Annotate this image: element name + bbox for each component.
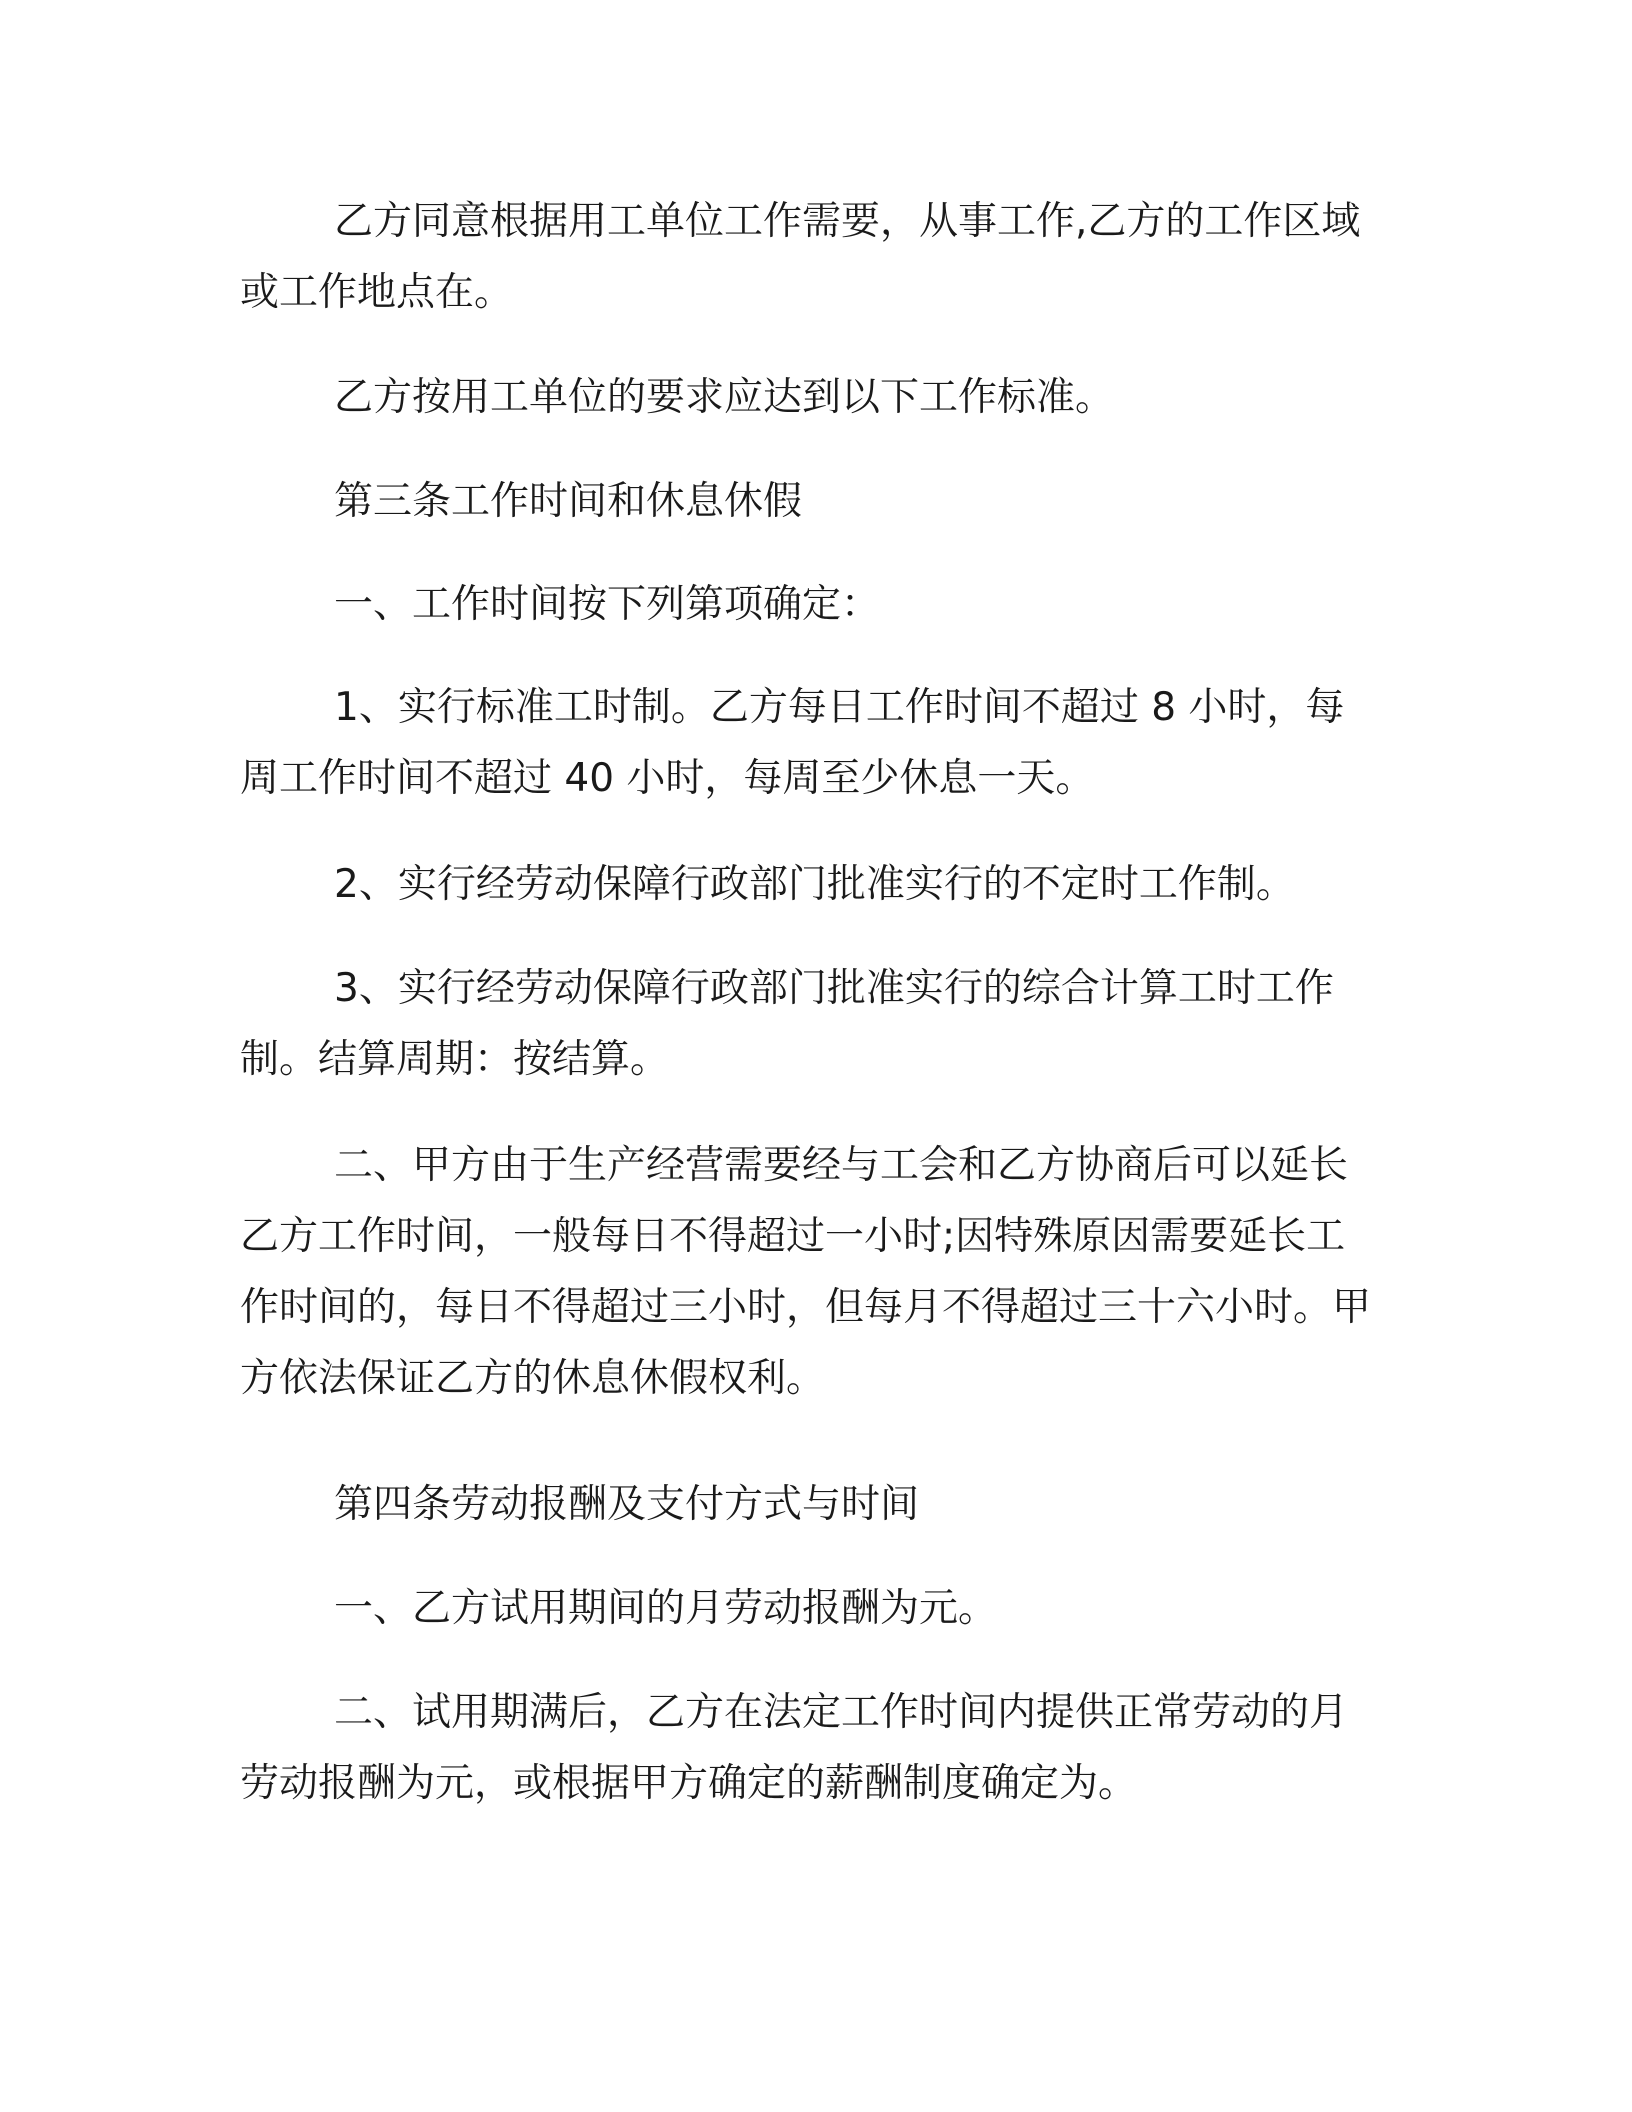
paragraph-work-standard: 乙方按用工单位的要求应达到以下工作标准。 <box>334 375 1115 420</box>
paragraph-flexible-hours: 2、实行经劳动保障行政部门批准实行的不定时工作制。 <box>334 862 1295 907</box>
paragraph-work-location: 乙方同意根据用工单位工作需要，从事工作,乙方的工作区域或工作地点在。 <box>240 199 1361 315</box>
heading-article-3: 第三条工作时间和休息休假 <box>334 479 803 524</box>
paragraph-probation-pay: 一、乙方试用期间的月劳动报酬为元。 <box>334 1586 998 1631</box>
paragraph-standard-hours: 1、实行标准工时制。乙方每日工作时间不超过 8 小时，每周工作时间不超过 40 小时，每周至少休息一天。 <box>240 685 1345 801</box>
paragraph-regular-pay: 二、试用期满后，乙方在法定工作时间内提供正常劳动的月劳动报酬为元，或根据甲方确定的薪酬制度确定为。 <box>240 1690 1349 1806</box>
heading-article-4: 第四条劳动报酬及支付方式与时间 <box>334 1482 920 1527</box>
paragraph-work-hours-intro: 一、工作时间按下列第项确定： <box>334 582 881 627</box>
paragraph-overtime: 二、甲方由于生产经营需要经与工会和乙方协商后可以延长乙方工作时间，一般每日不得超过一小时;因特殊原因需要延长工作时间的，每日不得超过三小时，但每月不得超过三十六小时。甲方依法保证乙方的休息休假权利。 <box>240 1143 1372 1401</box>
paragraph-comprehensive-hours: 3、实行经劳动保障行政部门批准实行的综合计算工时工作制。结算周期：按结算。 <box>240 966 1334 1082</box>
